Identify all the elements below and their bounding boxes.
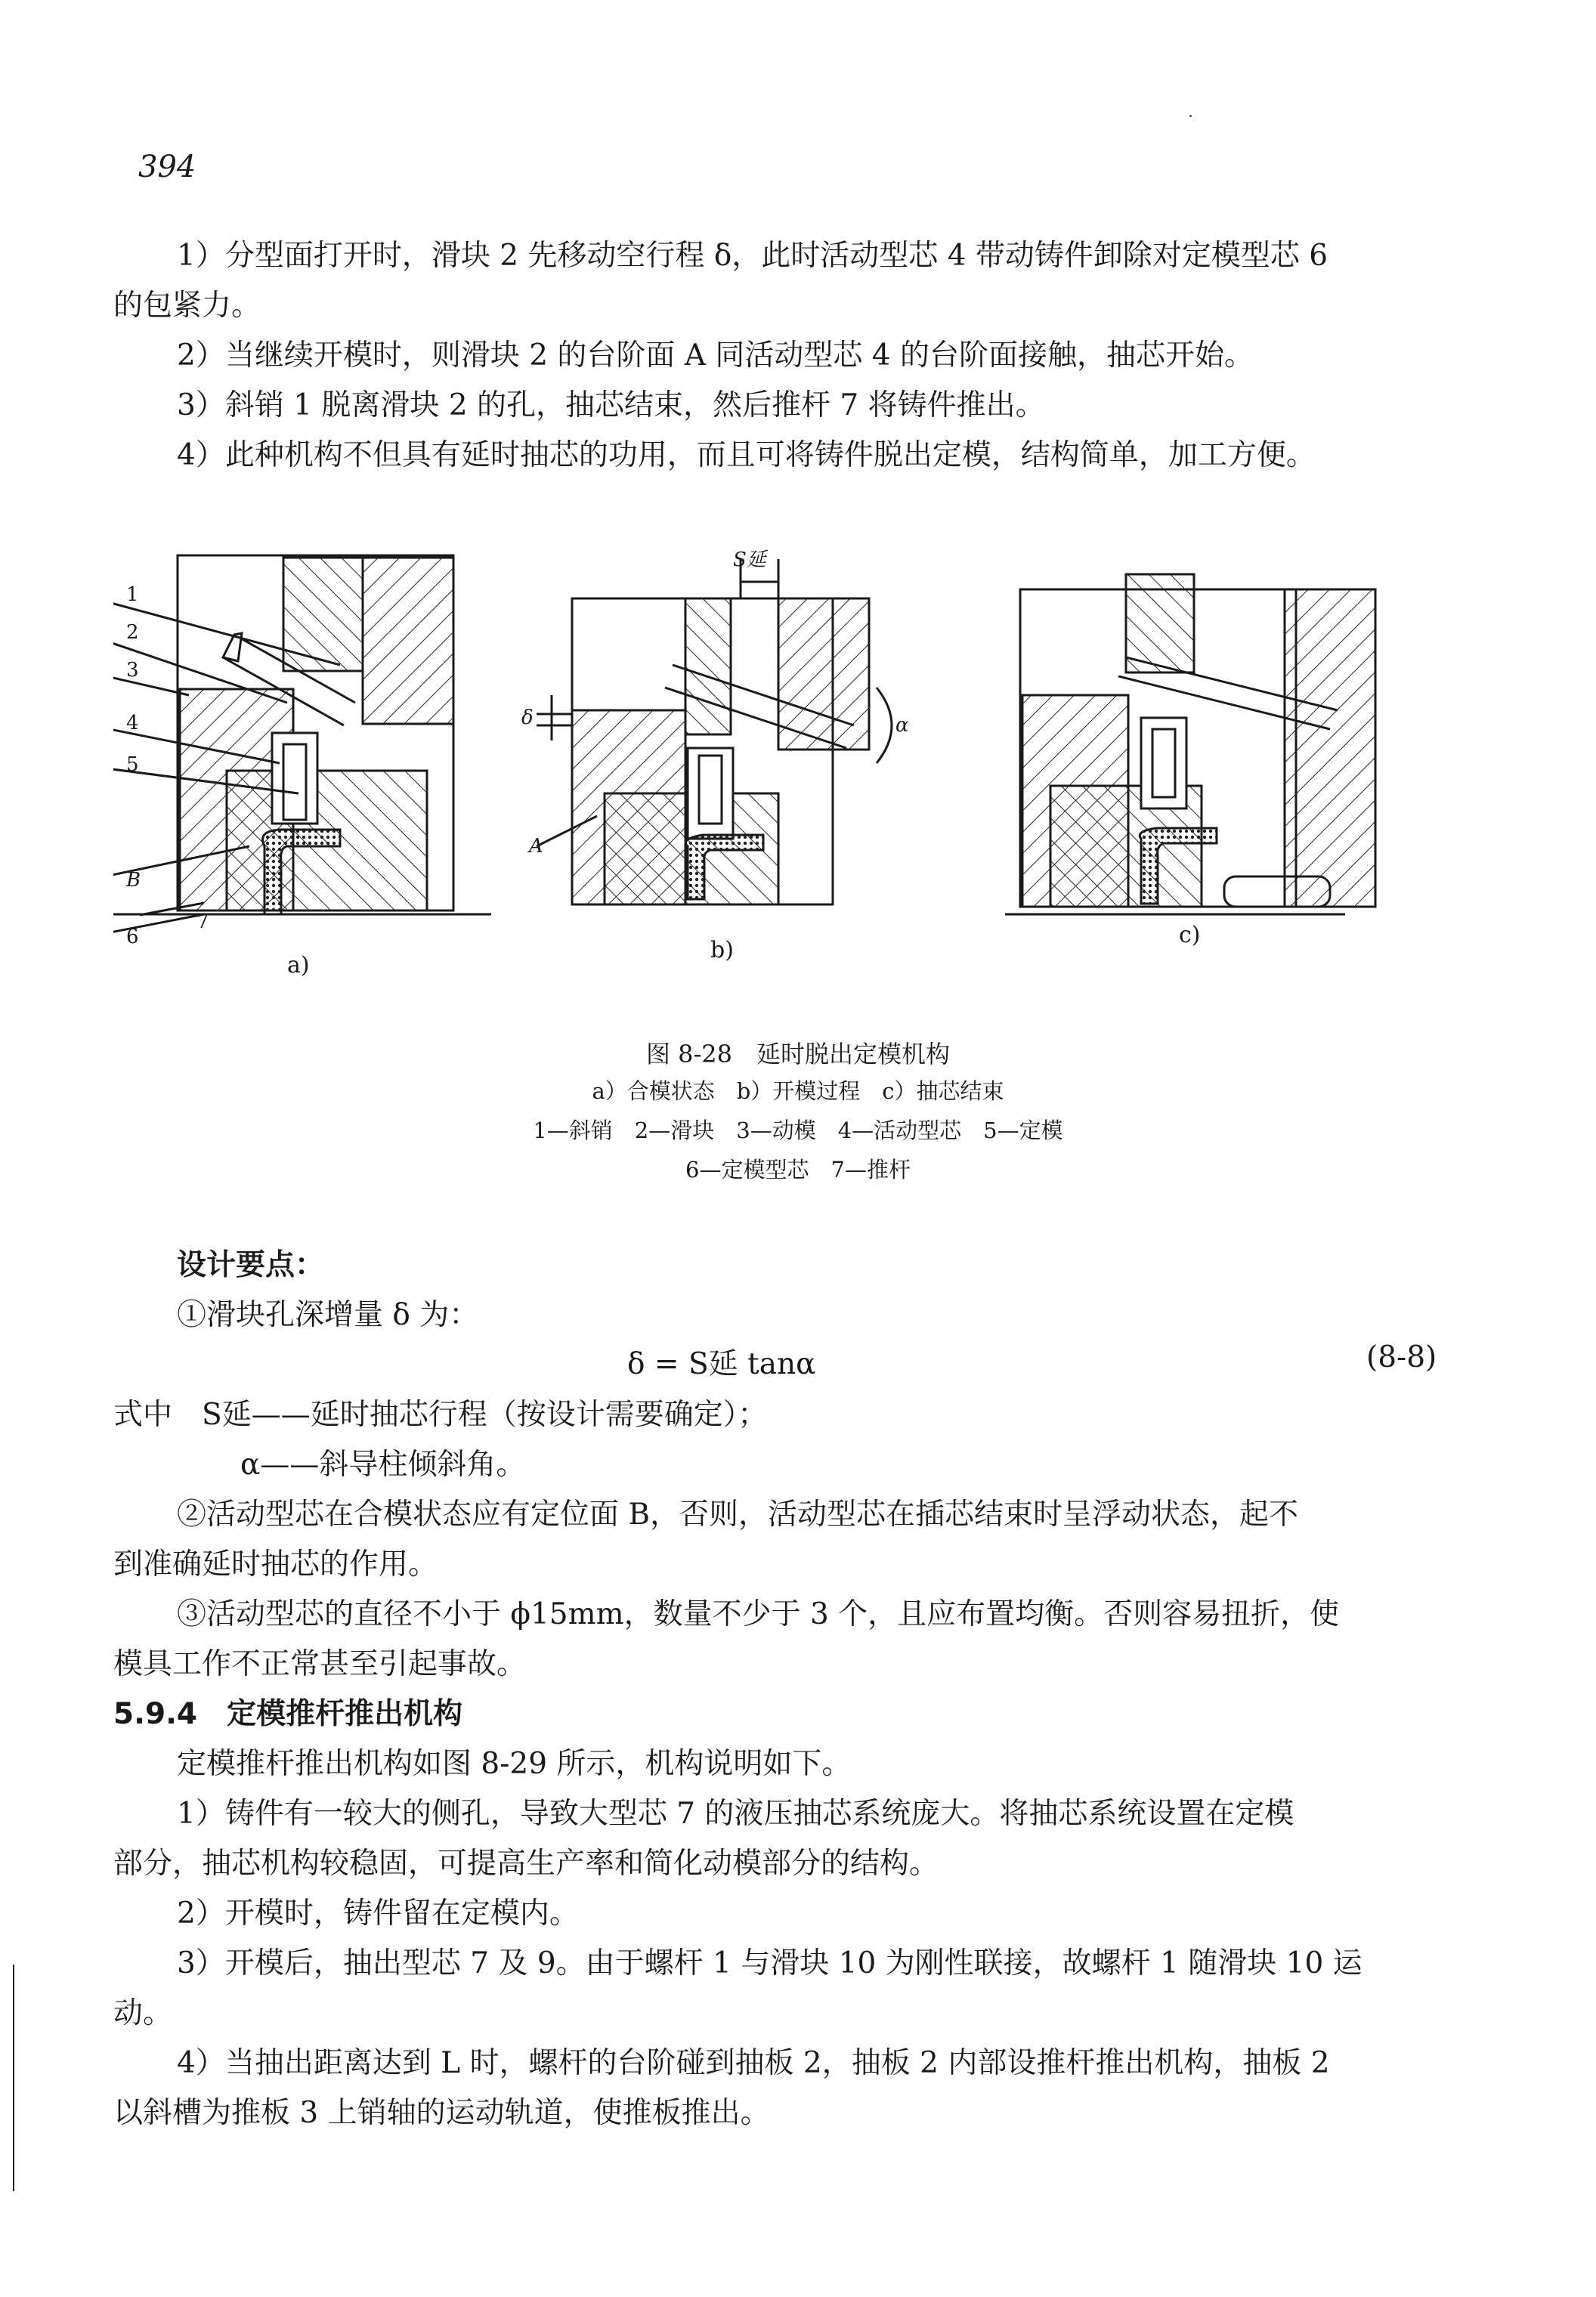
design-point: ②活动型芯在合模状态应有定位面 B，否则，活动型芯在插芯结束时呈浮动状态，起不 [177,1498,1299,1532]
list-item: 部分，抽芯机构较稳固，可提高生产率和简化动模部分的结构。 [113,1847,939,1881]
subfigure-label: a) [287,952,310,978]
where-line: α——斜导柱倾斜角。 [240,1448,526,1482]
design-heading: 设计要点： [177,1248,325,1282]
design-point: 到准确延时抽芯的作用。 [113,1547,438,1581]
list-item: 3）斜销 1 脱离滑块 2 的孔，抽芯结束，然后推杆 7 将铸件推出。 [177,388,1045,422]
part-label: 3 [126,659,139,682]
figure-8-28 [113,544,1483,1012]
part-label: 7 [196,910,209,933]
section-intro: 定模推杆推出机构如图 8-29 所示，机构说明如下。 [177,1747,852,1781]
page-number: 394 [138,150,196,184]
list-item: 以斜槽为推板 3 上销轴的运动轨道，使推板推出。 [113,2096,770,2130]
part-label: B [126,869,141,892]
face-a-label: A [529,835,543,858]
list-item: 2）开模时，铸件留在定模内。 [177,1897,579,1931]
equation: δ = S延 tanα [627,1347,816,1381]
figure-caption-sub: a）合模状态 b）开模过程 c）抽芯结束 [592,1078,1004,1104]
section-title: 定模推杆推出机构 [227,1697,463,1731]
equation-number: (8-8) [1366,1340,1437,1374]
subfigure-c [1005,574,1375,914]
list-item: 4）此种机构不但具有延时抽芯的功用，而且可将铸件脱出定模，结构简单，加工方便。 [177,438,1316,472]
section-heading [113,1690,462,1739]
part-label: 6 [126,926,139,948]
figure-caption-legend: 1—斜销 2—滑块 3—动模 4—活动型芯 5—定模 [533,1118,1063,1143]
part-label: 2 [126,621,139,644]
figure-caption-title: 图 8-28 延时脱出定模机构 [645,1040,951,1068]
figure-caption-legend: 6—定模型芯 7—推杆 [685,1157,911,1183]
subfigure-label: c) [1179,922,1201,948]
scan-dot [1189,115,1192,117]
part-label: 1 [126,583,139,606]
alpha-label: α [895,714,909,737]
list-item: 动。 [113,1996,173,2030]
list-item: 1）铸件有一较大的侧孔，导致大型芯 7 的液压抽芯系统庞大。将抽芯系统设置在定模 [177,1797,1294,1831]
design-point: ③活动型芯的直径不小于 ϕ15mm，数量不少于 3 个，且应布置均衡。否则容易扭折，使 [177,1597,1340,1631]
list-item: 3）开模后，抽出型芯 7 及 9。由于螺杆 1 与滑块 10 为刚性联接，故螺杆 1 随滑块 10 运 [177,1946,1362,1980]
list-item: 2）当继续开模时，则滑块 2 的台阶面 A 同活动型芯 4 的台阶面接触，抽芯开始。 [177,339,1254,373]
design-point: 模具工作不正常甚至引起事故。 [113,1647,527,1681]
delta-label: δ [521,706,534,729]
part-label: 4 [126,712,139,734]
subfigure-label: b) [710,937,734,963]
list-item: 4）当抽出距离达到 L 时，螺杆的台阶碰到抽板 2，抽板 2 内部设推杆推出机构，抽板 2 [177,2046,1330,2080]
where-line: 式中 S延——延时抽芯行程（按设计需要确定）； [113,1398,768,1432]
list-item: 的包紧力。 [113,289,261,323]
mechanism-drawing [113,544,1483,1012]
part-label: 5 [126,753,139,776]
subfigure-b [537,559,892,904]
list-item: 1）分型面打开时，滑块 2 先移动空行程 δ，此时活动型芯 4 带动铸件卸除对定模型芯 6 [177,239,1328,273]
design-point-intro: ①滑块孔深增量 δ 为： [177,1298,479,1332]
section-number: 5.9.4 [113,1697,198,1731]
subfigure-a [113,555,491,938]
delay-stroke-label: S延 [733,549,766,571]
scan-margin-line [13,1965,14,2191]
